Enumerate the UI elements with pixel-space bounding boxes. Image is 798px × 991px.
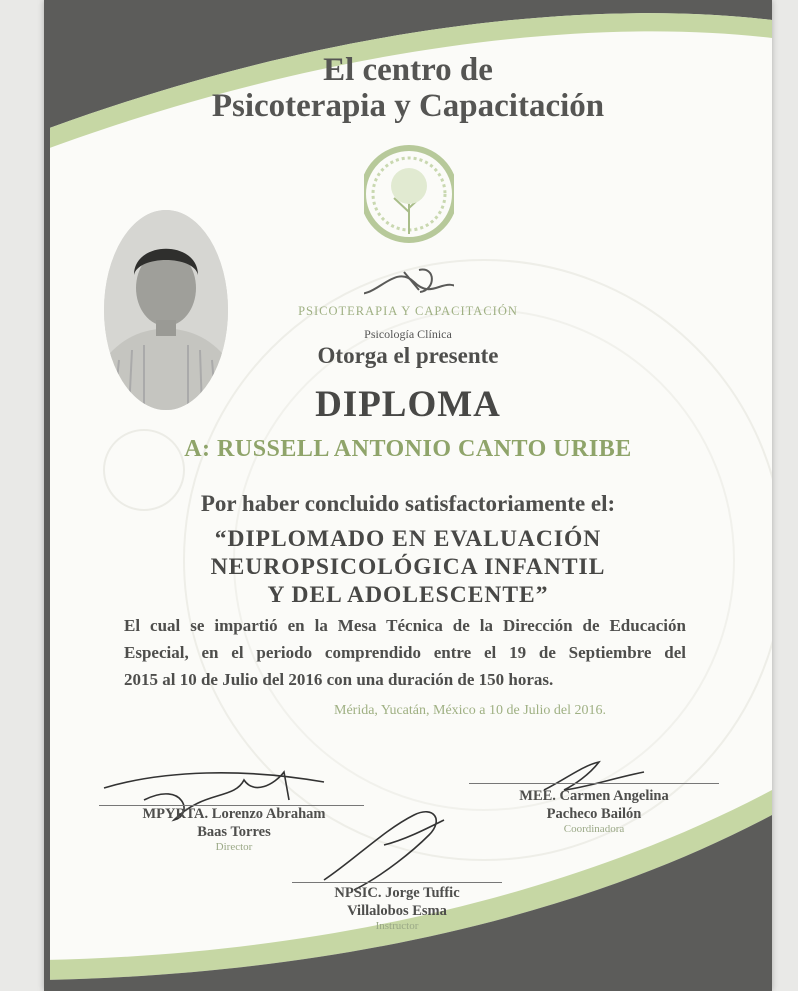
- description-line2: Especial, en el periodo comprendido entre el 19 de Septiembre del: [124, 643, 686, 662]
- signer-name: MEE. Carmen Angelina: [519, 788, 669, 804]
- course-title-line2: NEUROPSICOLÓGICA INFANTIL: [210, 554, 606, 580]
- course-title-line3: Y DEL ADOLESCENTE”: [267, 582, 549, 608]
- recipient-photo: [104, 210, 228, 410]
- description-line1: El cual se impartió en la Mesa Técnica de la Dirección de Educación: [124, 616, 686, 635]
- institution-name-line2: Psicoterapia y Capacitación: [211, 88, 605, 124]
- diploma-title: DIPLOMA: [315, 384, 501, 425]
- signature-line-right: [469, 783, 719, 784]
- diploma-document: [44, 0, 772, 991]
- signature-block-coordinator: [469, 787, 719, 835]
- signature-block-director: [104, 805, 364, 853]
- signer-name: NPSIC. Jorge Tuffic: [334, 885, 460, 901]
- brand-subtitle: Psicología Clínica: [364, 327, 452, 341]
- place-and-date: Mérida, Yucatán, México a 10 de Julio del 2016.: [334, 703, 607, 718]
- grants-text: Otorga el presente: [317, 343, 499, 368]
- signer-role: Coordinadora: [563, 823, 625, 835]
- signer-name-cont: Pacheco Bailón: [546, 806, 642, 822]
- completion-reason: Por haber concluido satisfactoriamente el:: [200, 491, 616, 516]
- course-title-line1: “DIPLOMADO EN EVALUACIÓN: [214, 526, 602, 552]
- signer-name-cont: Baas Torres: [197, 824, 271, 840]
- signer-role: Director: [215, 841, 253, 853]
- institution-name-line1: El centro de: [323, 52, 493, 88]
- recipient-name: A: RUSSELL ANTONIO CANTO URIBE: [184, 436, 632, 462]
- signer-name-cont: Villalobos Esma: [347, 903, 447, 919]
- signature-line-center: [292, 882, 502, 883]
- brand-name: PSICOTERAPIA Y CAPACITACIÓN: [298, 304, 518, 318]
- signer-name: MPYRTA. Lorenzo Abraham: [142, 806, 326, 822]
- signer-role: Instructor: [375, 920, 419, 932]
- institution-emblem: [364, 142, 454, 312]
- description-line3: 2015 al 10 de Julio del 2016 con una duración de 150 horas.: [124, 670, 554, 689]
- signature-block-instructor: [292, 884, 502, 932]
